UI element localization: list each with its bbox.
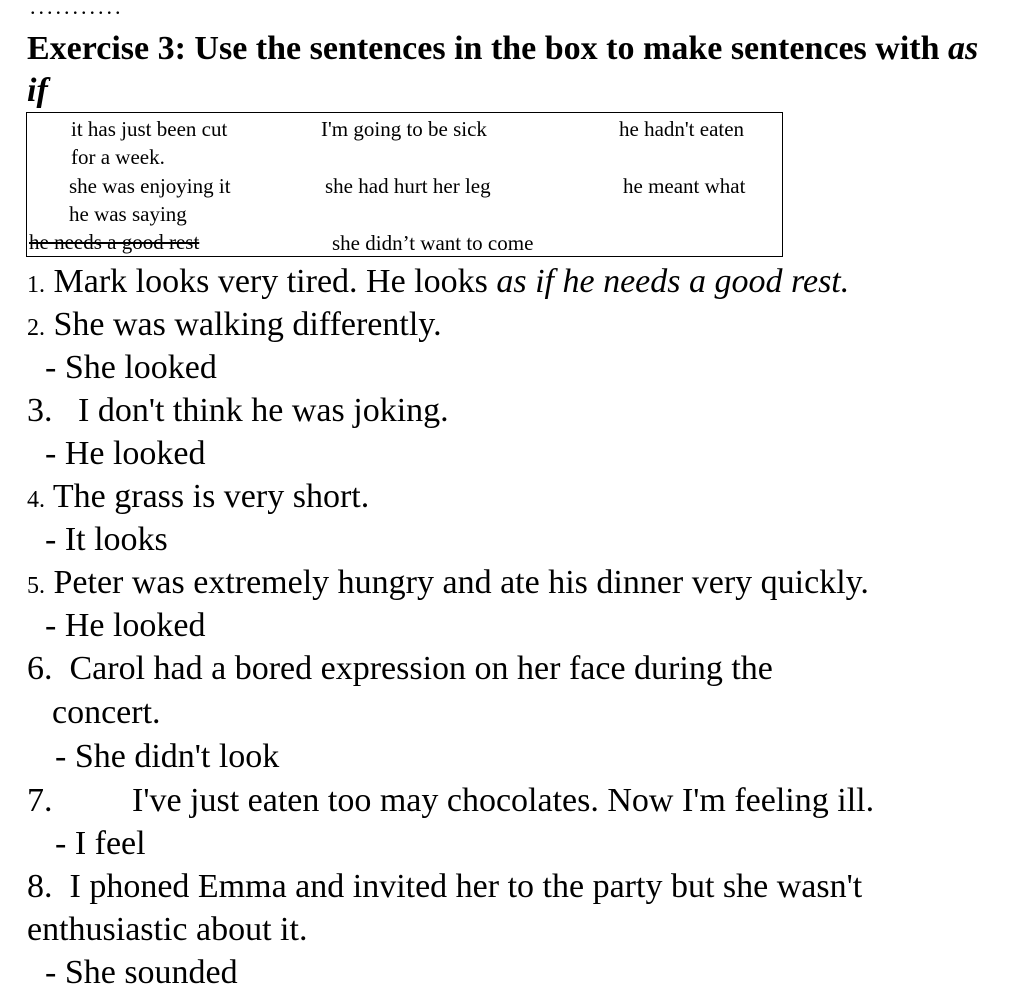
exercise-7: 7. [27, 782, 53, 819]
exercise-7-text: I've just eaten too may chocolates. Now I'm feeling ill. [132, 782, 875, 819]
exercise-5: 5. Peter was extremely hungry and ate his dinner very quickly. [27, 564, 869, 601]
exercise-1: 1. Mark looks very tired. He looks as if he needs a good rest. [27, 263, 850, 300]
box-item: she was enjoying it he was saying [69, 174, 231, 226]
box-item: she didn’t want to come [332, 231, 534, 255]
box-item: I'm going to be sick [321, 117, 487, 141]
exercise-8: 8. I phoned Emma and invited her to the party but she wasn't [27, 868, 863, 905]
box-item: he meant what [623, 174, 746, 198]
phrase-box [26, 112, 783, 257]
exercise-5-answer: - He looked [45, 607, 206, 644]
exercise-2: 2. She was walking differently. [27, 306, 442, 343]
box-item-used: he needs a good rest [29, 230, 200, 254]
dotted-leader: ........... [30, 0, 124, 19]
exercise-2-answer: - She looked [45, 349, 217, 386]
title-italic: as if [27, 30, 979, 109]
exercise-title [27, 28, 987, 112]
exercise-4-answer: - It looks [45, 521, 168, 558]
exercise-6-answer: - She didn't look [55, 738, 280, 775]
title-main: Exercise 3: Use the sentences in the box to make sentences with [27, 30, 949, 67]
box-item: it has just been cut for a week. [71, 117, 228, 169]
exercise-3: 3. I don't think he was joking. [27, 392, 449, 429]
exercise-8-continued: enthusiastic about it. [27, 911, 308, 948]
exercise-8-answer: - She sounded [45, 954, 238, 991]
exercise-4: 4. The grass is very short. [27, 478, 370, 515]
box-item: he hadn't eaten [619, 117, 745, 141]
exercise-7-answer: - I feel [55, 825, 146, 862]
box-item: she had hurt her leg [325, 174, 491, 198]
exercise-6-continued: concert. [52, 694, 161, 731]
exercise-6: 6. Carol had a bored expression on her face during the [27, 650, 773, 687]
exercise-3-answer: - He looked [45, 435, 206, 472]
